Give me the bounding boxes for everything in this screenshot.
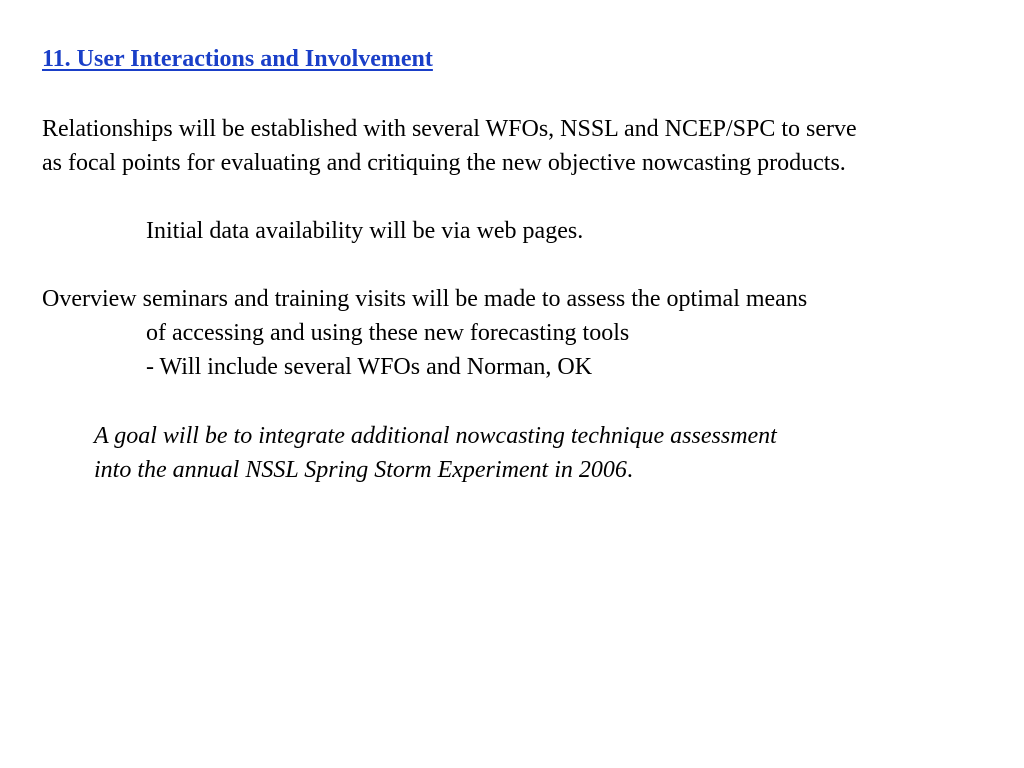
goal-line-2-text: into the annual NSSL Spring Storm Experiment in 2006 [94, 457, 627, 483]
goal-line-2-period: . [626, 457, 633, 483]
paragraph-relationships-line-2: as focal points for evaluating and critiquing the new objective nowcasting products. [42, 150, 846, 176]
paragraph-seminars-line-1: Overview seminars and training visits will be made to assess the optimal means [42, 286, 808, 312]
paragraph-seminars-line-3: - Will include several WFOs and Norman, OK [146, 354, 593, 380]
goal-line-2 [94, 455, 633, 485]
paragraph-data-availability: Initial data availability will be via web pages. [146, 218, 584, 244]
paragraph-seminars-line-2: of accessing and using these new forecasting tools [146, 320, 630, 346]
goal-line-1: A goal will be to integrate additional nowcasting technique assessment [94, 423, 777, 449]
paragraph-relationships-line-1: Relationships will be established with several WFOs, NSSL and NCEP/SPC to serve [42, 116, 857, 142]
slide-title: 11. User Interactions and Involvement [42, 46, 433, 72]
